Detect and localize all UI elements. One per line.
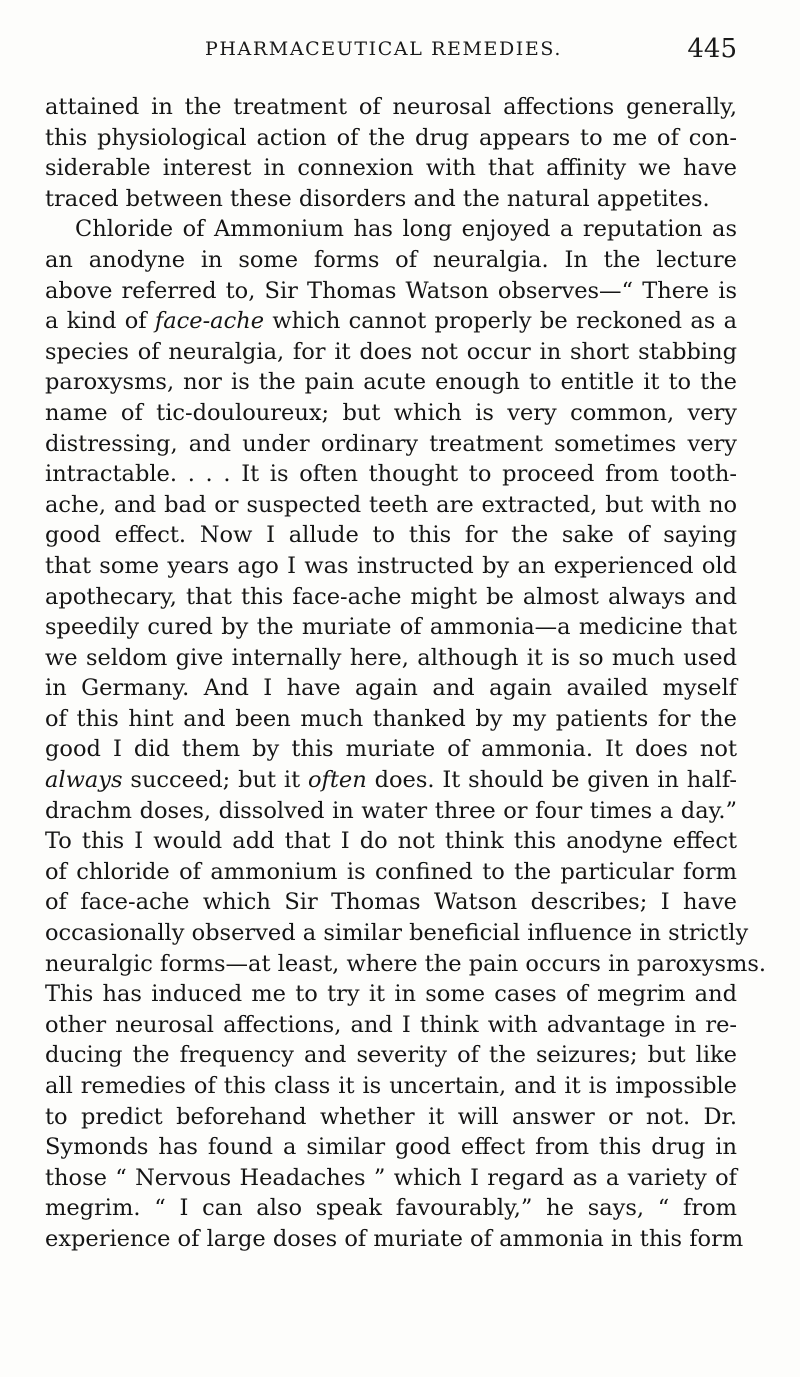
text-segment: a kind of — [45, 308, 155, 335]
text-line: distressing, and under ordinary treatment sometimes very — [45, 430, 737, 457]
text-line: This has induced me to try it in some cases of megrim and — [45, 981, 737, 1008]
text-line: to predict beforehand whether it will answer or not. Dr. — [45, 1103, 737, 1130]
text-line: species of neuralgia, for it does not occur in short stabbing — [45, 338, 737, 365]
text-line: good effect. Now I allude to this for the sake of saying — [45, 522, 737, 549]
text-line: above referred to, Sir Thomas Watson observes—“ There is — [45, 277, 737, 304]
text-line: other neurosal affections, and I think with advantage in re- — [45, 1011, 737, 1038]
text-segment: which cannot properly be reckoned as a — [264, 308, 737, 335]
text-segment: succeed; but it — [122, 767, 308, 794]
text-line: Symonds has found a similar good effect from this drug in — [45, 1134, 737, 1161]
text-line: paroxysms, nor is the pain acute enough to entitle it to the — [45, 369, 737, 396]
text-line: that some years ago I was instructed by an experienced old — [45, 552, 737, 579]
text-line: apothecary, that this face-ache might be almost always and — [45, 583, 737, 610]
text-line: intractable. . . . It is often thought to proceed from tooth- — [45, 461, 737, 488]
text-line: traced between these disorders and the natural appetites. — [45, 185, 710, 212]
italic-text: face-ache — [154, 308, 265, 335]
text-line: drachm doses, dissolved in water three or four times a day.” — [45, 797, 737, 824]
running-head-title: PHARMACEUTICAL REMEDIES. — [205, 38, 562, 60]
text-line: in Germany. And I have again and again availed myself — [45, 675, 737, 702]
italic-text: always — [45, 767, 123, 794]
text-line: siderable interest in connexion with that affinity we have — [45, 155, 737, 182]
text-line: neuralgic forms—at least, where the pain occurs in paroxysms. — [45, 950, 767, 977]
text-line: speedily cured by the muriate of ammonia—a medicine that — [45, 614, 737, 641]
text-line: this physiological action of the drug appears to me of con- — [45, 124, 737, 151]
text-line: good I did them by this muriate of ammonia. It does not — [45, 736, 737, 763]
text-segment: does. It should be given in half- — [366, 767, 737, 794]
text-line: an anodyne in some forms of neuralgia. In the lecture — [45, 246, 737, 273]
body-text — [45, 92, 767, 1255]
text-line: of chloride of ammonium is confined to the particular form — [45, 858, 737, 885]
italic-text: often — [307, 767, 367, 794]
running-head — [45, 34, 737, 70]
text-line — [45, 765, 737, 796]
page-number: 445 — [687, 34, 737, 64]
text-line: ache, and bad or suspected teeth are extracted, but with no — [45, 491, 737, 518]
text-line: of this hint and been much thanked by my patients for the — [45, 705, 737, 732]
text-line: attained in the treatment of neurosal affections generally, — [45, 94, 737, 120]
text-line: name of tic-douloureux; but which is very common, very — [45, 399, 737, 426]
text-line — [45, 306, 737, 337]
text-line: occasionally observed a similar beneficial influence in strictly — [45, 920, 749, 947]
text-line: Chloride of Ammonium has long enjoyed a reputation as — [75, 216, 737, 243]
text-line: ducing the frequency and severity of the seizures; but like — [45, 1042, 737, 1069]
text-line: we seldom give internally here, although it is so much used — [45, 644, 737, 671]
text-line: those “ Nervous Headaches ” which I regard as a variety of — [45, 1164, 737, 1191]
text-line: To this I would add that I do not think this anodyne effect — [45, 828, 737, 855]
text-line: of face-ache which Sir Thomas Watson describes; I have — [45, 889, 737, 916]
text-line: experience of large doses of muriate of ammonia in this form — [45, 1225, 744, 1252]
text-line: megrim. “ I can also speak favourably,” he says, “ from — [45, 1195, 737, 1222]
text-line: all remedies of this class it is uncertain, and it is impossible — [45, 1073, 737, 1099]
